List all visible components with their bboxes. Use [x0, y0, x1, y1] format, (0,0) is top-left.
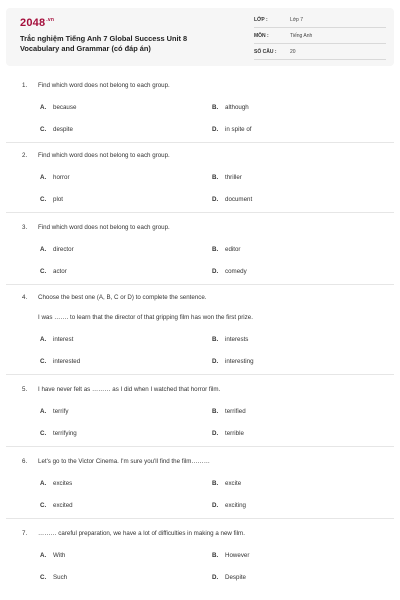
answer-option[interactable]: [212, 196, 252, 203]
option-text: excite: [225, 480, 242, 487]
option-text: terrified: [225, 408, 246, 415]
answer-option[interactable]: [212, 336, 248, 343]
option-text: terrifying: [53, 430, 77, 437]
meta-subject-key: MÔN :: [254, 33, 269, 39]
option-letter: B.: [212, 408, 219, 415]
option-text: thriller: [225, 174, 242, 181]
answer-option[interactable]: [40, 430, 77, 437]
question-number: 1.: [22, 82, 28, 89]
answer-option[interactable]: [212, 268, 247, 275]
question-text: ……… careful preparation, we have a lot of difficulties in making a new film.: [38, 530, 245, 537]
option-letter: C.: [40, 126, 47, 133]
answer-option[interactable]: [212, 104, 249, 111]
option-text: despite: [53, 126, 73, 133]
option-text: interesting: [225, 358, 254, 365]
title-line-2: Vocabulary and Grammar (có đáp án): [20, 44, 151, 53]
meta-grade-value: Lớp 7: [290, 17, 304, 23]
question-divider: [6, 518, 394, 519]
option-text: However: [225, 552, 250, 559]
meta-subject: [254, 32, 386, 44]
answer-option[interactable]: [212, 552, 249, 559]
option-letter: A.: [40, 408, 47, 415]
option-letter: B.: [212, 552, 219, 559]
option-text: director: [53, 246, 74, 253]
question-number: 2.: [22, 152, 28, 159]
question-text: Let's go to the Victor Cinema. I'm sure you'll find the film………: [38, 458, 210, 465]
option-text: Such: [53, 574, 68, 581]
answer-option[interactable]: [212, 126, 251, 133]
answer-option[interactable]: [40, 174, 70, 181]
answer-option[interactable]: [212, 502, 246, 509]
question-divider: [6, 284, 394, 285]
option-letter: C.: [40, 430, 47, 437]
answer-option[interactable]: [212, 408, 246, 415]
option-text: terrify: [53, 408, 69, 415]
option-letter: B.: [212, 336, 219, 343]
answer-option[interactable]: [40, 196, 63, 203]
option-letter: A.: [40, 104, 47, 111]
option-letter: C.: [40, 196, 47, 203]
option-letter: D.: [212, 358, 219, 365]
question-number: 7.: [22, 530, 28, 537]
option-letter: B.: [212, 174, 219, 181]
answer-option[interactable]: [40, 480, 72, 487]
option-text: because: [53, 104, 77, 111]
option-letter: D.: [212, 502, 219, 509]
option-letter: B.: [212, 246, 219, 253]
answer-option[interactable]: [40, 358, 80, 365]
question-number: 4.: [22, 294, 28, 301]
answer-option[interactable]: [40, 126, 73, 133]
answer-option[interactable]: [40, 552, 65, 559]
question-text: Find which word does not belong to each group.: [38, 224, 170, 231]
question-number: 6.: [22, 458, 28, 465]
option-letter: A.: [40, 246, 47, 253]
answer-option[interactable]: [212, 430, 244, 437]
option-letter: A.: [40, 480, 47, 487]
answer-option[interactable]: [40, 246, 74, 253]
question-divider: [6, 374, 394, 375]
answer-option[interactable]: [40, 104, 76, 111]
option-letter: C.: [40, 358, 47, 365]
question-text: Find which word does not belong to each group.: [38, 152, 170, 159]
option-text: interests: [225, 336, 249, 343]
option-text: editor: [225, 246, 241, 253]
option-letter: B.: [212, 480, 219, 487]
option-text: terrible: [225, 430, 244, 437]
answer-option[interactable]: [212, 246, 240, 253]
answer-option[interactable]: [212, 574, 246, 581]
answer-option[interactable]: [40, 336, 73, 343]
option-letter: B.: [212, 104, 219, 111]
question-text: Find which word does not belong to each group.: [38, 82, 170, 89]
option-letter: C.: [40, 268, 47, 275]
question-divider: [6, 446, 394, 447]
answer-option[interactable]: [212, 174, 242, 181]
answer-option[interactable]: [40, 268, 67, 275]
option-letter: A.: [40, 336, 47, 343]
title-line-1: Trắc nghiệm Tiếng Anh 7 Global Success Unit 8: [20, 34, 188, 43]
option-letter: D.: [212, 268, 219, 275]
option-text: in spite of: [225, 126, 252, 133]
option-text: horror: [53, 174, 70, 181]
meta-count-key: SỐ CÂU :: [254, 49, 277, 55]
answer-option[interactable]: [212, 358, 254, 365]
quiz-header: [6, 8, 394, 66]
answer-option[interactable]: [212, 480, 241, 487]
meta-subject-value: Tiếng Anh: [290, 33, 313, 39]
option-text: actor: [53, 268, 67, 275]
question-sentence: I was ……. to learn that the director of that gripping film has won the first prize.: [38, 314, 253, 321]
option-text: excited: [53, 502, 73, 509]
option-letter: C.: [40, 502, 47, 509]
question-divider: [6, 142, 394, 143]
option-letter: D.: [212, 574, 219, 581]
site-logo[interactable]: $2048^{.vn}$: [20, 17, 55, 29]
option-text: excites: [53, 480, 73, 487]
answer-option[interactable]: [40, 408, 68, 415]
meta-count: [254, 48, 386, 60]
question-number: 3.: [22, 224, 28, 231]
option-text: With: [53, 552, 66, 559]
option-letter: D.: [212, 430, 219, 437]
option-letter: D.: [212, 126, 219, 133]
option-letter: A.: [40, 174, 47, 181]
option-text: although: [225, 104, 249, 111]
question-number: 5.: [22, 386, 28, 393]
meta-grade: [254, 16, 386, 28]
option-text: plot: [53, 196, 63, 203]
question-text: I have never felt as ……… as I did when I watched that horror film.: [38, 386, 221, 393]
question-divider: [6, 212, 394, 213]
option-text: Despite: [225, 574, 246, 581]
answer-option[interactable]: [40, 574, 67, 581]
option-text: document: [225, 196, 253, 203]
option-letter: A.: [40, 552, 47, 559]
question-text: Choose the best one (A, B, C or D) to complete the sentence.: [38, 294, 207, 301]
option-text: comedy: [225, 268, 247, 275]
option-letter: D.: [212, 196, 219, 203]
answer-option[interactable]: [40, 502, 73, 509]
option-letter: C.: [40, 574, 47, 581]
option-text: interested: [53, 358, 81, 365]
option-text: interest: [53, 336, 74, 343]
meta-count-value: 20: [290, 49, 296, 55]
option-text: exciting: [225, 502, 246, 509]
meta-grade-key: LỚP :: [254, 17, 268, 23]
page-title: [20, 34, 240, 54]
